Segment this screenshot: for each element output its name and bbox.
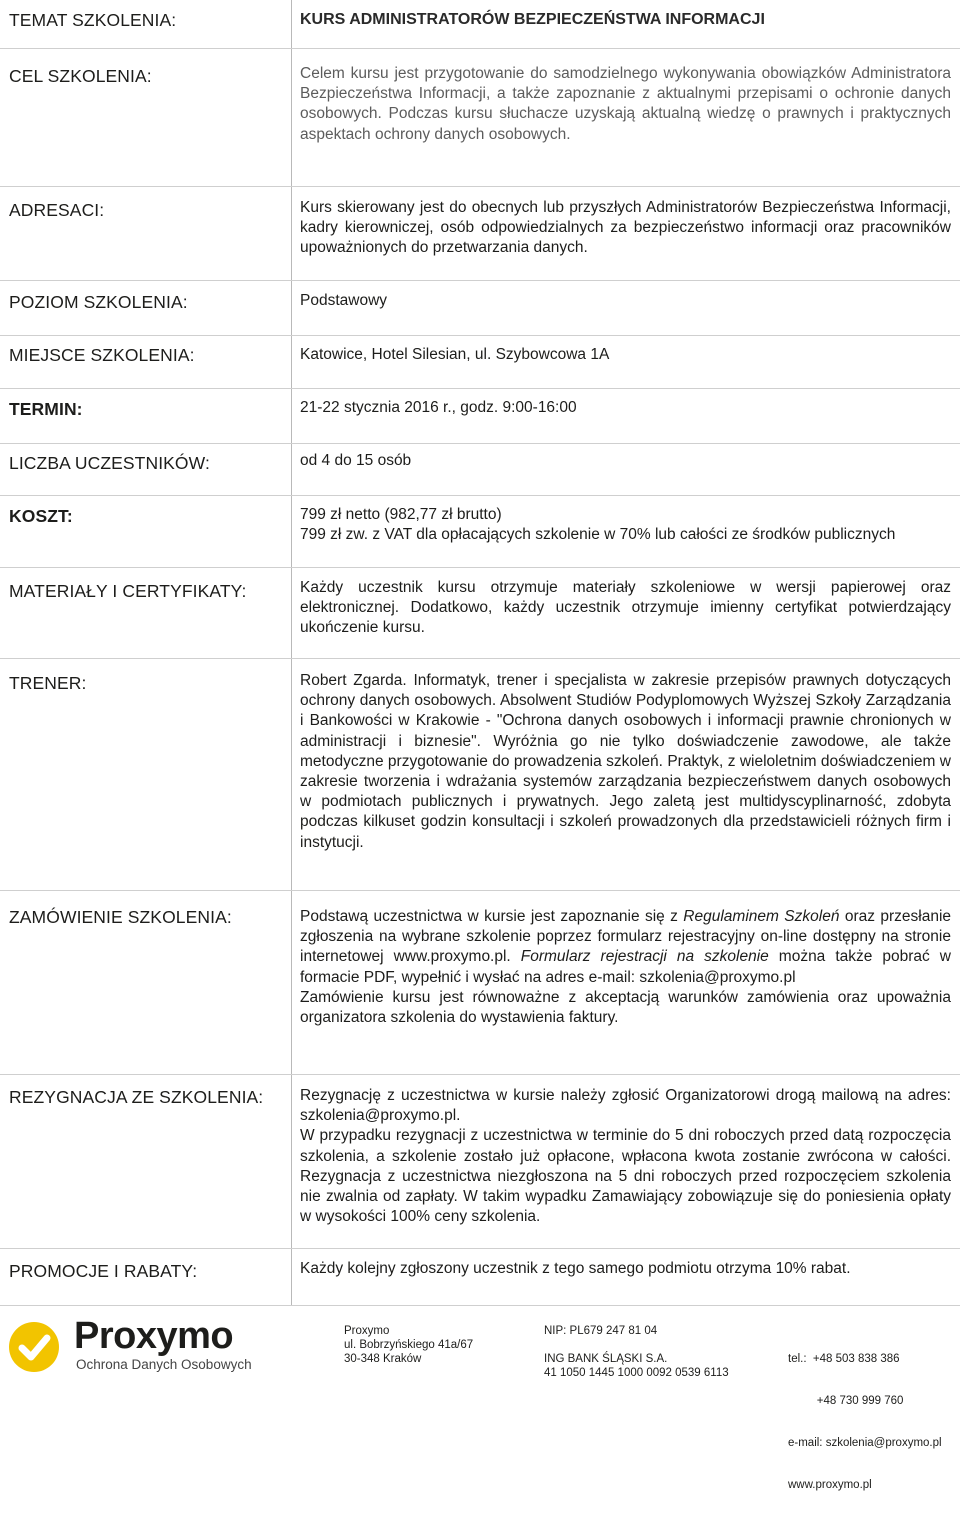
rezygnacja-paragraph-2: W przypadku rezygnacji z uczestnictwa w terminie do 5 dni roboczych przed datą rozpoczęcia szkolenia, a szkolenie zostało już opłacone, wpłacona kwota zostanie zwrócona w całości. Rezygnacja z uczestnictwa niezgłoszona na 5 dni roboczych przed rozpoczęciem szkolenia nie zwalnia od zapłaty. W takim wypadku Zamawiający zobowiązuje się do poniesienia opłaty w wysokości 100% ceny szkolenia. [300, 1127, 951, 1226]
rezygnacja-paragraph-1: Rezygnację z uczestnictwa w kursie należy zgłosić Organizatorowi drogą mailową na adres: szkolenia@proxymo.pl. [300, 1087, 951, 1125]
koszt-zw-vat: 799 zł zw. z VAT dla opłacających szkolenie w 70% lub całości ze środków publicznych [300, 526, 896, 544]
value-cel: Celem kursu jest przygotowanie do samodzielnego wykonywania obowiązków Administratora Bezpieczeństwa Informacji, a także zapoznanie z aktualnymi przepisami o ochronie danych osobowych. Podczas kursu słuchacze uzyskają aktualną wiedzę o prawnych i praktycznych aspektach ochrony danych osobowych. [300, 65, 951, 143]
value-promocje: Każdy kolejny zgłoszony uczestnik z tego samego podmiotu otrzyma 10% rabat. [300, 1260, 851, 1277]
formularz-link[interactable]: Formularz rejestracji na szkolenie [520, 948, 769, 966]
footer [0, 1310, 960, 1491]
value-miejsce: Katowice, Hotel Silesian, ul. Szybowcowa 1A [300, 346, 610, 363]
row-divider [0, 280, 960, 281]
footer-address: Proxymo ul. Bobrzyńskiego 41a/67 30-348 Kraków [344, 1325, 474, 1365]
row-divider [0, 658, 960, 659]
row-divider [0, 443, 960, 444]
footer-website-link[interactable]: www.proxymo.pl [788, 1479, 872, 1491]
zamowienie-paragraph: Podstawą uczestnictwa w kursie jest zapoznanie się z Regulaminem Szkoleń oraz przesłanie zgłoszenia na wybrane szkolenie poprzez formularz rejestracyjny on-line dostępny na stronie internetowej www.proxymo.pl. Formularz rejestracji na szkolenie można także pobrać w formacie PDF, wypełnić i wysłać na adres e-mail: szkolenia@proxymo.pl [300, 908, 952, 986]
koszt-netto: 799 zł netto (982,77 zł brutto) [300, 506, 502, 523]
row-divider [0, 495, 960, 496]
label-adresaci: ADRESACI: [9, 200, 105, 220]
row-divider [0, 48, 960, 49]
row-divider [0, 1074, 960, 1075]
column-divider [291, 0, 292, 1305]
footer-contact: tel.: +48 503 838 386 +48 730 999 760 e-mail: szkolenia@proxymo.pl www.proxymo.pl [788, 1353, 942, 1491]
regulamin-link[interactable]: Regulaminem Szkoleń [683, 908, 840, 925]
value-temat: KURS ADMINISTRATORÓW BEZPIECZEŃSTWA INFORMACJI [300, 11, 765, 28]
value-poziom: Podstawowy [300, 292, 388, 309]
footer-email-link[interactable]: e-mail: szkolenia@proxymo.pl [788, 1437, 942, 1449]
row-divider [0, 890, 960, 891]
label-rezygnacja: REZYGNACJA ZE SZKOLENIA: [9, 1087, 264, 1107]
value-materialy: Każdy uczestnik kursu otrzymuje materiały szkoleniowe w wersji papierowej oraz elektronicznej. Dodatkowo, każdy uczestnik otrzymuje imienny certyfikat potwierdzający ukończenie kursu. [300, 579, 951, 637]
check-icon [9, 1322, 59, 1372]
zamowienie-paragraph-2: Zamówienie kursu jest równoważne z akceptacją warunków zamówienia oraz upoważnia organizatora szkolenia do wystawienia faktury. [300, 988, 951, 1027]
label-cel: CEL SZKOLENIA: [9, 66, 152, 86]
value-termin: 21-22 stycznia 2016 r., godz. 9:00-16:00 [300, 399, 577, 416]
row-divider [0, 186, 960, 187]
label-miejsce: MIEJSCE SZKOLENIA: [9, 345, 195, 365]
value-rezygnacja [300, 1086, 951, 1227]
label-koszt: KOSZT: [9, 506, 73, 526]
footer-company-info: NIP: PL679 247 81 04 ING BANK ŚLĄSKI S.A. 41 1050 1445 1000 0092 0539 6113 [544, 1325, 729, 1379]
row-divider [0, 1305, 960, 1306]
logo-tagline: Ochrona Danych Osobowych [76, 1357, 252, 1372]
value-liczba-uczestnikow: od 4 do 15 osób [300, 452, 412, 469]
value-adresaci: Kurs skierowany jest do obecnych lub przyszłych Administratorów Bezpieczeństwa Informacji, kadry kierowniczej, osób odpowiedzialnych za bezpieczeństwo informacji oraz pracowników upoważnionych do przetwarzania danych. [300, 199, 951, 257]
value-zamowienie [300, 907, 951, 1028]
label-zamowienie: ZAMÓWIENIE SZKOLENIA: [9, 907, 232, 927]
label-temat: TEMAT SZKOLENIA: [9, 10, 177, 30]
value-koszt [300, 505, 951, 545]
row-divider [0, 335, 960, 336]
row-divider [0, 1248, 960, 1249]
label-promocje: PROMOCJE I RABATY: [9, 1261, 198, 1281]
row-divider [0, 388, 960, 389]
logo-name: Proxymo [74, 1315, 234, 1357]
label-poziom: POZIOM SZKOLENIA: [9, 292, 188, 312]
label-liczba-uczestnikow: LICZBA UCZESTNIKÓW: [9, 453, 210, 473]
label-termin: TERMIN: [9, 399, 83, 419]
label-trener: TRENER: [9, 673, 87, 693]
label-materialy: MATERIAŁY I CERTYFIKATY: [9, 581, 247, 601]
row-divider [0, 567, 960, 568]
value-trener: Robert Zgarda. Informatyk, trener i specjalista w zakresie przepisów prawnych dotyczących ochrony danych osobowych. Absolwent Studiów Podyplomowych Wyższej Szkoły Zarządzania i Bankowości w Krakowie - "Ochrona danych osobowych i informacji prawnie chronionych w administracji i biznesie". Wyróżnia go nie tylko doświadczenie zawodowe, ale także metodyczne przygotowanie do prowadzenia szkoleń. Praktyk, z wieloletnim doświadczeniem w zakresie tworzenia i wdrażania systemów zarządzania bezpieczeństwem danych osobowych w podmiotach publicznych i prywatnych. Jego zaletą jest multidyscyplinarność, zdobyta podczas kilkuset godzin konsultacji i szkoleń prowadzonych dla przedstawicieli różnych firm i instytucji. [300, 672, 951, 851]
